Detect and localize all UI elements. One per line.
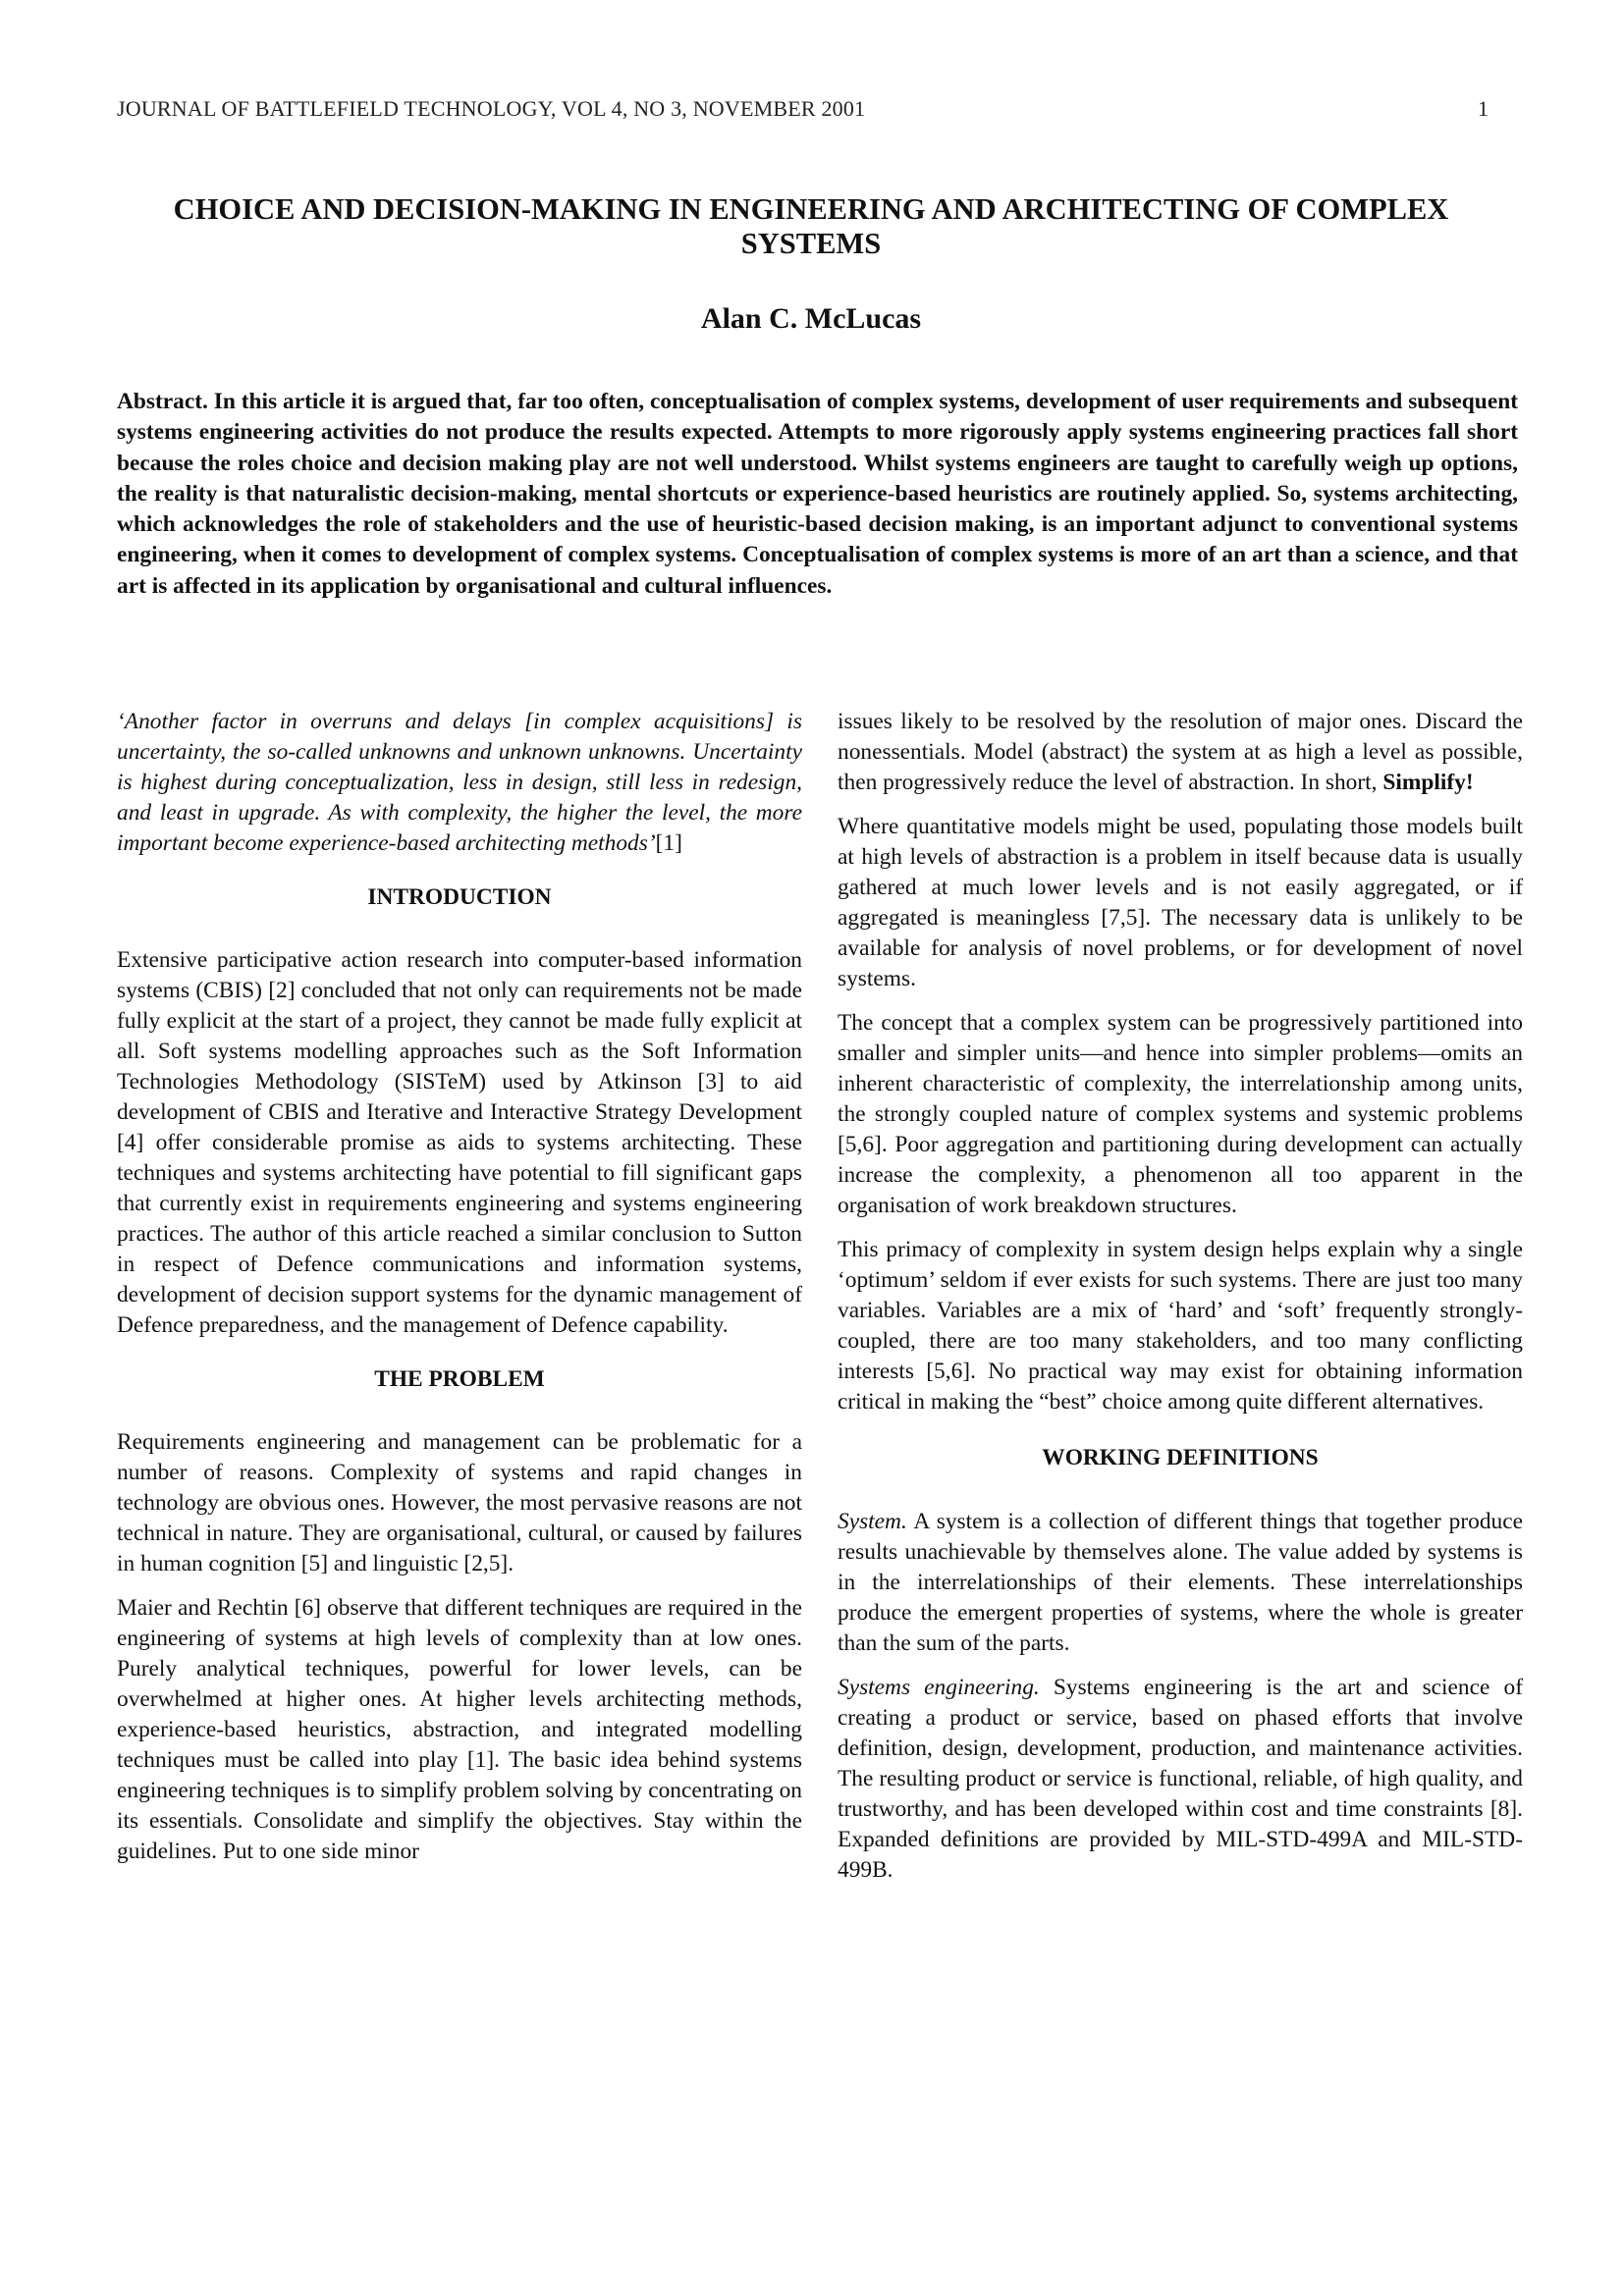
definition-text: Systems engineering is the art and science of creating a product or service, based on phased efforts that involve definition, design, development, production, and maintenance activities. The resulting product or service is functional, reliable, of high quality, and trustworthy, and has been developed within cost and time constraints [8]. Expanded definitions are provided by MIL-STD-499A and MIL-STD-499B. xyxy=(838,1675,1523,1883)
author-name: Alan C. McLucas xyxy=(700,302,922,335)
definition-term: System. xyxy=(838,1509,907,1534)
definition-term: Systems engineering. xyxy=(838,1675,1040,1700)
epigraph-citation: [1] xyxy=(655,830,682,856)
paragraph xyxy=(838,707,1523,798)
section-heading-definitions: WORKING DEFINITIONS xyxy=(1042,1445,1319,1470)
section-heading-problem: THE PROBLEM xyxy=(374,1366,545,1392)
page-number: 1 xyxy=(1478,96,1489,121)
paragraph: This primacy of complexity in system design helps explain why a single ‘optimum’ seldom if ever exists for such systems. There are just too many variables. Variables are a mix of ‘hard’ and ‘soft’ frequently strongly-coupled, there are too many stakeholders, and too many conflicting interests [5,6]. No practical way may exist for obtaining information critical in making the “best” choice among quite different alternatives. xyxy=(838,1237,1523,1415)
paragraph: Requirements engineering and management can be problematic for a number of reasons. Complexity of systems and rapid changes in technology are obvious ones. However, the most pervasive reasons are not technical in nature. They are organisational, cultural, or caused by failures in human cognition [5] and linguistic [2,5]. xyxy=(117,1429,802,1576)
definition-item xyxy=(838,1507,1523,1659)
right-column xyxy=(838,707,1523,1899)
paragraph: Maier and Rechtin [6] observe that different techniques are required in the engineering of systems at high levels of complexity than at low ones. Purely analytical techniques, powerful for lower levels, can be overwhelmed at higher ones. At higher levels architecting methods, experience-based heuristics, abstraction, and integrated modelling techniques must be called into play [1]. The basic idea behind systems engineering techniques is to simplify problem solving by concentrating on its essentials. Consolidate and simplify the objectives. Stay within the guidelines. Put to one side minor xyxy=(117,1595,802,1864)
section-heading-introduction: INTRODUCTION xyxy=(367,884,552,910)
paragraph-continuation: issues likely to be resolved by the resolution of major ones. Discard the nonessentials. Model (abstract) the system at as high a level as possible, then progressively reduce the level of abstraction. In short, xyxy=(838,709,1523,795)
abstract: Abstract. In this article it is argued that, far too often, conceptualisation of complex systems, development of user requirements and subsequent systems engineering activities do not produce the results expected. Attempts to more rigorously apply systems engineering practices fall short because the roles choice and decision making play are not well understood. Whilst systems engineers are taught to carefully weigh up options, the reality is that naturalistic decision-making, mental shortcuts or experience-based heuristics are routinely applied. So, systems architecting, which acknowledges the role of stakeholders and the use of heuristic-based decision making, is an important adjunct to conventional systems engineering, when it comes to development of complex systems. Conceptualisation of complex systems is more of an art than a science, and that art is affected in its application by organisational and cultural influences. xyxy=(117,389,1518,599)
emphasis-text: Simplify! xyxy=(1382,770,1474,795)
paragraph: Extensive participative action research into computer-based information systems (CBIS) [2] concluded that not only can requirements not be made fully explicit at the start of a project, they cannot be made fully explicit at all. Soft systems modelling approaches such as the Soft Information Technologies Methodology (SISTeM) used by Atkinson [3] to aid development of CBIS and Iterative and Interactive Strategy Development [4] offer considerable promise as aids to systems architecting. These techniques and systems architecting have potential to fill significant gaps that currently exist in requirements engineering and systems engineering practices. The author of this article reached a similar conclusion to Sutton in respect of Defence communications and information systems, development of decision support systems for the dynamic management of Defence preparedness, and the management of Defence capability. xyxy=(117,947,802,1338)
epigraph xyxy=(117,707,802,859)
left-column xyxy=(117,707,802,1881)
definition-item xyxy=(838,1673,1523,1886)
article-title: CHOICE AND DECISION-MAKING IN ENGINEERING AND ARCHITECTING OF COMPLEX SYSTEMS xyxy=(173,192,1449,260)
paragraph: The concept that a complex system can be progressively partitioned into smaller and simpler units—and hence into simpler problems—omits an inherent characteristic of complexity, the interrelationship among units, the strongly coupled nature of complex systems and systemic problems [5,6]. Poor aggregation and partitioning during development can actually increase the complexity, a phenomenon all too apparent in the organisation of work breakdown structures. xyxy=(838,1010,1523,1218)
running-head: JOURNAL OF BATTLEFIELD TECHNOLOGY, VOL 4, NO 3, NOVEMBER 2001 xyxy=(117,96,866,121)
paragraph: Where quantitative models might be used, populating those models built at high levels of abstraction is a problem in itself because data is usually gathered at much lower levels and is not easily aggregated, or if aggregated is meaningless [7,5]. The necessary data is unlikely to be available for analysis of novel problems, or for development of novel systems. xyxy=(838,814,1523,991)
definition-text: A system is a collection of different things that together produce results unachievable by themselves alone. The value added by systems is in the interrelationships of their elements. These interrelationships produce the emergent properties of systems, where the whole is greater than the sum of the parts. xyxy=(838,1509,1523,1656)
epigraph-text: ‘Another factor in overruns and delays [in complex acquisitions] is uncertainty, the so-called unknowns and unknown unknowns. Uncertainty is highest during conceptualization, less in design, still less in redesign, and least in upgrade. As with complexity, the higher the level, the more important become experience-based architecting methods’ xyxy=(117,709,802,856)
